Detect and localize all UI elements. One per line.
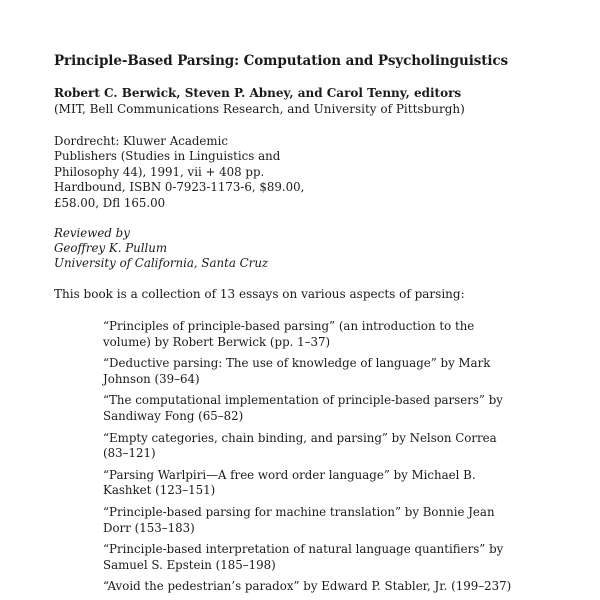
publication-line: Publishers (Studies in Linguistics and bbox=[54, 149, 281, 164]
publication-details bbox=[54, 134, 305, 211]
essay-entry: “Empty categories, chain binding, and parsing” by Nelson Correa (83–121) bbox=[103, 430, 497, 461]
essay-entry: “Avoid the pedestrian’s paradox” by Edward P. Stabler, Jr. (199–237) bbox=[103, 579, 512, 594]
book-title: Principle-Based Parsing: Computation and Psycholinguistics bbox=[54, 53, 509, 69]
reviewed-by-label: Reviewed by bbox=[54, 226, 130, 240]
essay-entry: “Principle-based parsing for machine translation” by Bonnie Jean Dorr (153–183) bbox=[103, 504, 495, 535]
editor-affiliations: (MIT, Bell Communications Research, and University of Pittsburgh) bbox=[54, 102, 465, 116]
editors-block bbox=[54, 85, 465, 117]
editor-names: Robert C. Berwick, Steven P. Abney, and Carol Tenny, editors bbox=[54, 86, 462, 100]
reviewer-name: Geoffrey K. Pullum bbox=[54, 241, 168, 256]
publication-line: Dordrecht: Kluwer Academic bbox=[54, 134, 228, 148]
essay-entry: “Principles of principle-based parsing” (an introduction to the volume) by Robert Berwick (pp. 1–37) bbox=[103, 319, 475, 349]
essay-entry: “The computational implementation of principle-based parsers” by Sandiway Fong (65–82) bbox=[103, 393, 503, 423]
essay-entry: “Principle-based interpretation of natural language quantifiers” by Samuel S. Epstein (185–198) bbox=[103, 542, 504, 572]
essay-entry: “Parsing Warlpiri—A free word order language” by Michael B. Kashket (123–151) bbox=[103, 467, 476, 498]
essay-list bbox=[103, 319, 523, 600]
essay-entry: “Deductive parsing: The use of knowledge of language” by Mark Johnson (39–64) bbox=[103, 356, 491, 386]
reviewer-affiliation: University of California, Santa Cruz bbox=[54, 256, 269, 271]
reviewer-block bbox=[54, 226, 268, 272]
publication-line: Philosophy 44), 1991, vii + 408 pp. bbox=[54, 164, 265, 179]
publication-line: Hardbound, ISBN 0-7923-1173-6, $89.00, bbox=[54, 180, 305, 195]
publication-line: £58.00, Dfl 165.00 bbox=[54, 195, 166, 210]
intro-paragraph: This book is a collection of 13 essays on various aspects of parsing: bbox=[54, 287, 465, 301]
